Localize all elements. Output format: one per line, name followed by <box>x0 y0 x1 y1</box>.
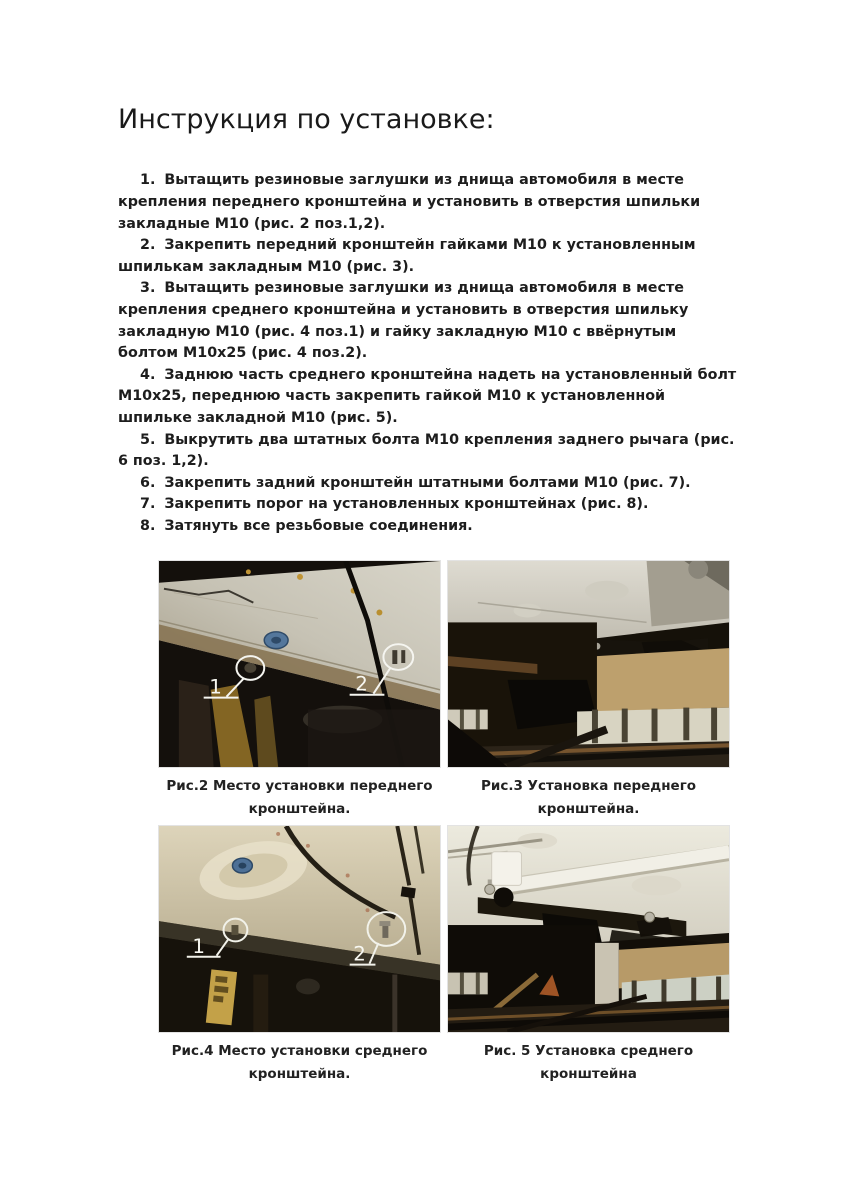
instruction-step <box>118 235 738 278</box>
step-number: 4. <box>140 366 156 383</box>
step-text: Заднюю часть среднего кронштейна надеть на установленный болт М10х25, переднюю часть закрепить гайкой М10 к установленной шпильке закладной М10 (рис. 5). <box>118 366 737 426</box>
step-number: 2. <box>140 237 156 254</box>
figure-5-photo <box>447 825 730 1033</box>
bolt <box>485 885 495 895</box>
instruction-step <box>118 430 738 473</box>
figure-4-caption: Рис.4 Место установки среднего кронштейна. <box>171 1043 428 1083</box>
figure-4-photo <box>158 825 441 1033</box>
step-number: 1. <box>140 172 156 189</box>
step-number: 6. <box>140 474 156 491</box>
instruction-step <box>118 473 738 495</box>
figure-3-caption: Рис.3 Установка переднего кронштейна. <box>480 778 697 818</box>
document-content <box>118 104 738 1090</box>
step-number: 7. <box>140 496 156 513</box>
instruction-step <box>118 170 738 235</box>
step-text: Выкрутить два штатных болта М10 крепления заднего рычага (рис. 6 поз. 1,2). <box>118 431 735 470</box>
step-text: Закрепить передний кронштейн гайками М10 к установленным шпилькам закладным М10 (рис. 3). <box>118 237 696 275</box>
figure-2-caption: Рис.2 Место установки переднего кронштейна. <box>166 778 433 818</box>
step-text: Закрепить задний кронштейн штатными болтами М10 (рис. 7). <box>164 474 691 491</box>
callout-2-label: 2 <box>355 673 368 697</box>
figure-2-photo <box>158 560 441 768</box>
step-text: Закрепить порог на установленных кронштейнах (рис. 8). <box>164 496 649 513</box>
figure-grid <box>158 560 730 1090</box>
callout-2-label: 2 <box>353 943 366 967</box>
instruction-step <box>118 516 738 538</box>
figure-5 <box>447 825 730 1090</box>
white-canister <box>492 852 522 886</box>
step-number: 5. <box>140 431 156 448</box>
line-clip <box>401 887 416 899</box>
step-text: Вытащить резиновые заглушки из днища автомобиля в месте крепления среднего кронштейна и установить в отверстия шпильку закладную М10 (рис. 4 поз.1) и гайку закладную М10 с ввёрнутым болтом М10х25 (рис. 4 поз.2). <box>118 280 689 362</box>
step-number: 8. <box>140 517 156 534</box>
step-text: Вытащить резиновые заглушки из днища автомобиля в месте крепления переднего кронштейна и установить в отверстия шпильки закладные М10 (рис. 2 поз.1,2). <box>118 172 701 232</box>
figure-4 <box>158 825 441 1090</box>
instruction-step <box>118 494 738 516</box>
bushing <box>494 888 514 908</box>
step-text: Затянуть все резьбовые соединения. <box>164 517 473 534</box>
step-number: 3. <box>140 280 156 297</box>
bolt <box>645 913 655 923</box>
instruction-step <box>118 365 738 430</box>
figure-3-photo <box>447 560 730 768</box>
instruction-steps <box>118 170 738 537</box>
instruction-step <box>118 278 738 364</box>
figure-5-caption: Рис. 5 Установка среднего кронштейна <box>483 1043 694 1083</box>
callout-1-label: 1 <box>192 935 206 959</box>
page-title: Инструкция по установке: <box>118 104 495 135</box>
figure-2 <box>158 560 441 825</box>
callout-1-label: 1 <box>209 676 222 700</box>
figure-3 <box>447 560 730 825</box>
